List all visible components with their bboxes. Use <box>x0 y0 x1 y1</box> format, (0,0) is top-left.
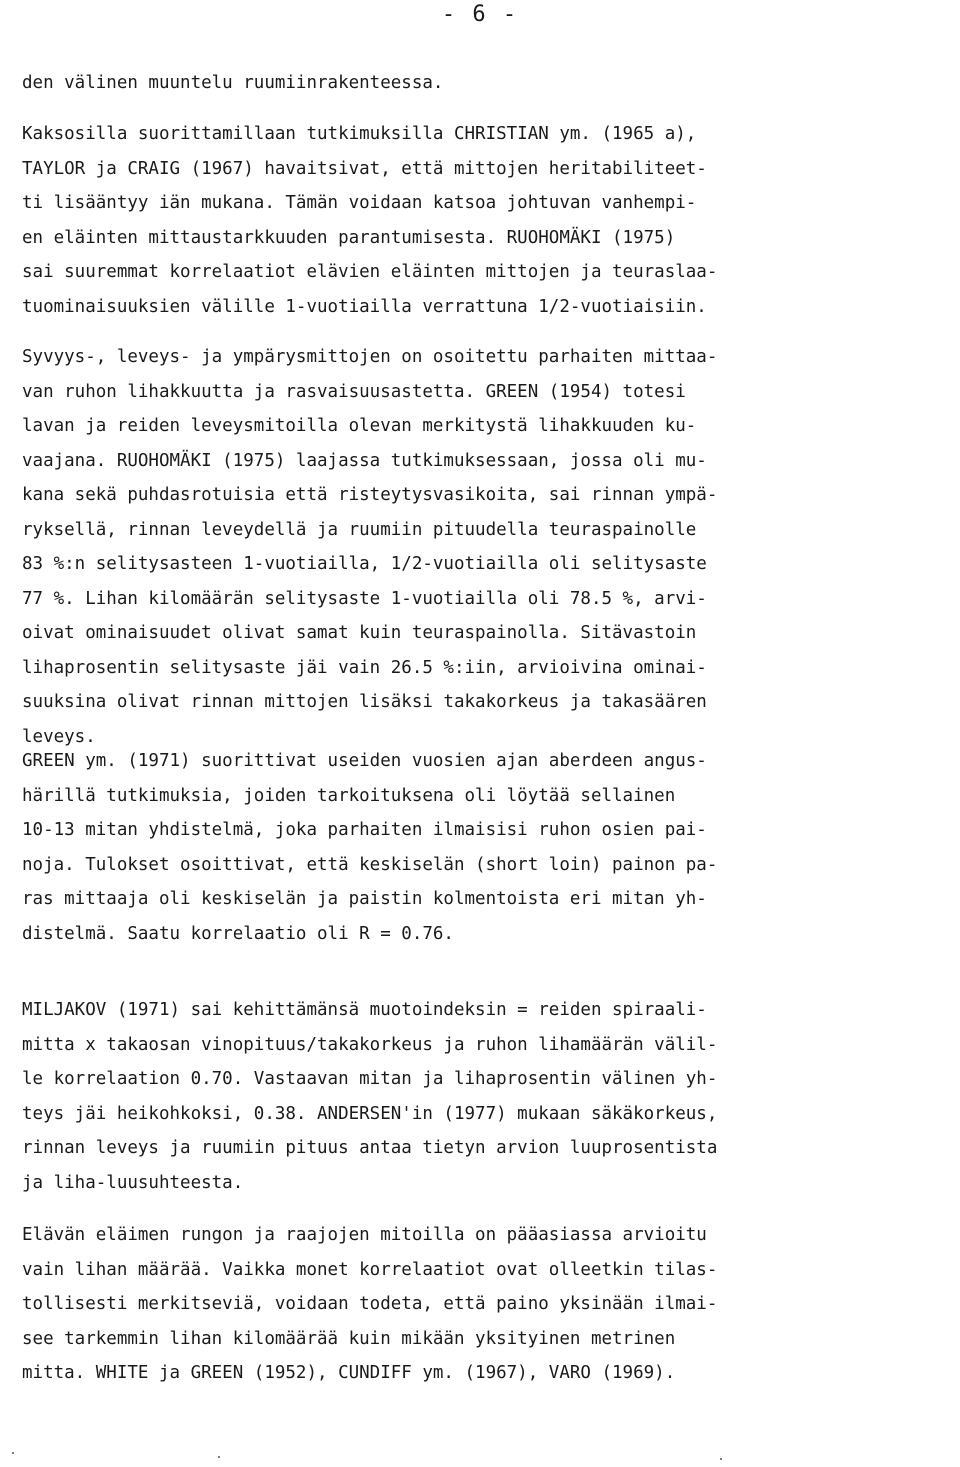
text-line: ryksellä, rinnan leveydellä ja ruumiin pituudella teuraspainolle <box>22 519 697 540</box>
text-line: leveys. <box>22 726 96 747</box>
paragraph-3 <box>22 340 717 754</box>
text-line: ti lisääntyy iän mukana. Tämän voidaan katsoa johtuvan vanhempi- <box>22 193 697 213</box>
text-line: vain lihan määrää. Vaikka monet korrelaatiot ovat olleetkin tilas- <box>22 1259 718 1280</box>
text-line: kana sekä puhdasrotuisia että risteytysvasikoita, sai rinnan ympä- <box>22 485 718 505</box>
paragraph-1 <box>22 66 443 101</box>
text-line: oivat ominaisuudet olivat samat kuin teuraspainolla. Sitävastoin <box>22 623 697 643</box>
text-line: 77 %. Lihan kilomäärän selitysaste 1-vuotiailla oli 78.5 %, arvi- <box>22 588 707 609</box>
text-line: lihaprosentin selitysaste jäi vain 26.5 %:iin, arvioivina ominai- <box>22 657 707 678</box>
text-line: den välinen muuntelu ruumiinrakenteessa. <box>22 73 444 93</box>
paragraph-2 <box>22 117 717 324</box>
scan-dot <box>720 1458 722 1460</box>
text-line: tollisesti merkitseviä, voidaan todeta, että paino yksinään ilmai- <box>22 1294 718 1314</box>
paragraph-6 <box>22 1218 717 1391</box>
text-line: Kaksosilla suorittamillaan tutkimuksilla CHRISTIAN ym. (1965 a), <box>22 124 697 144</box>
text-line: teys jäi heikohkoksi, 0.38. ANDERSEN'in (1977) mukaan säkäkorkeus, <box>22 1103 718 1124</box>
text-line: 10-13 mitan yhdistelmä, joka parhaiten ilmaisisi ruhon osien pai- <box>22 820 707 840</box>
text-line: le korrelaation 0.70. Vastaavan mitan ja lihaprosentin välinen yh- <box>22 1069 718 1089</box>
text-line: Elävän eläimen rungon ja raajojen mitoilla on pääasiassa arvioitu <box>22 1225 707 1245</box>
text-line: mitta. WHITE ja GREEN (1952), CUNDIFF ym. (1967), VARO (1969). <box>22 1363 676 1383</box>
text-line: see tarkemmin lihan kilomäärää kuin mikään yksityinen metrinen <box>22 1328 676 1349</box>
scan-dot <box>12 1452 14 1454</box>
text-line: 83 %:n selitysasteen 1-vuotiailla, 1/2-vuotiailla oli selitysaste <box>22 554 707 574</box>
text-line: Syvyys-, leveys- ja ympärysmittojen on osoitettu parhaiten mittaa- <box>22 347 718 367</box>
paragraph-4 <box>22 744 717 951</box>
text-line: vaajana. RUOHOMÄKI (1975) laajassa tutkimuksessaan, jossa oli mu- <box>22 450 707 471</box>
text-line: en eläinten mittaustarkkuuden parantumisesta. RUOHOMÄKI (1975) <box>22 227 676 248</box>
paragraph-5 <box>22 993 717 1200</box>
text-line: van ruhon lihakkuutta ja rasvaisuusastetta. GREEN (1954) totesi <box>22 381 686 402</box>
text-line: MILJAKOV (1971) sai kehittämänsä muotoindeksin = reiden spiraali- <box>22 1000 707 1020</box>
scan-dot <box>218 1456 220 1458</box>
text-line: suuksina olivat rinnan mittojen lisäksi takakorkeus ja takasäären <box>22 692 707 712</box>
scan-artifact-dots <box>0 1452 960 1467</box>
text-line: mitta x takaosan vinopituus/takakorkeus ja ruhon lihamäärän välil- <box>22 1034 718 1055</box>
text-line: sai suuremmat korrelaatiot elävien eläinten mittojen ja teuraslaa- <box>22 262 718 282</box>
text-line: distelmä. Saatu korrelaatio oli R = 0.76. <box>22 923 454 944</box>
text-line: GREEN ym. (1971) suorittivat useiden vuosien ajan aberdeen angus- <box>22 751 707 771</box>
text-line: härillä tutkimuksia, joiden tarkoituksena oli löytää sellainen <box>22 785 676 806</box>
text-line: TAYLOR ja CRAIG (1967) havaitsivat, että mittojen heritabiliteet- <box>22 158 707 179</box>
page-number: - 6 - <box>441 2 519 27</box>
text-line: ja liha-luusuhteesta. <box>22 1172 244 1193</box>
text-line: tuominaisuuksien välille 1-vuotiailla verrattuna 1/2-vuotiaisiin. <box>22 296 707 317</box>
text-line: ras mittaaja oli keskiselän ja paistin kolmentoista eri mitan yh- <box>22 889 707 909</box>
text-line: rinnan leveys ja ruumiin pituus antaa tietyn arvion luuprosentista <box>22 1138 718 1158</box>
text-line: noja. Tulokset osoittivat, että keskiselän (short loin) painon pa- <box>22 854 718 875</box>
text-line: lavan ja reiden leveysmitoilla olevan merkitystä lihakkuuden ku- <box>22 416 697 436</box>
